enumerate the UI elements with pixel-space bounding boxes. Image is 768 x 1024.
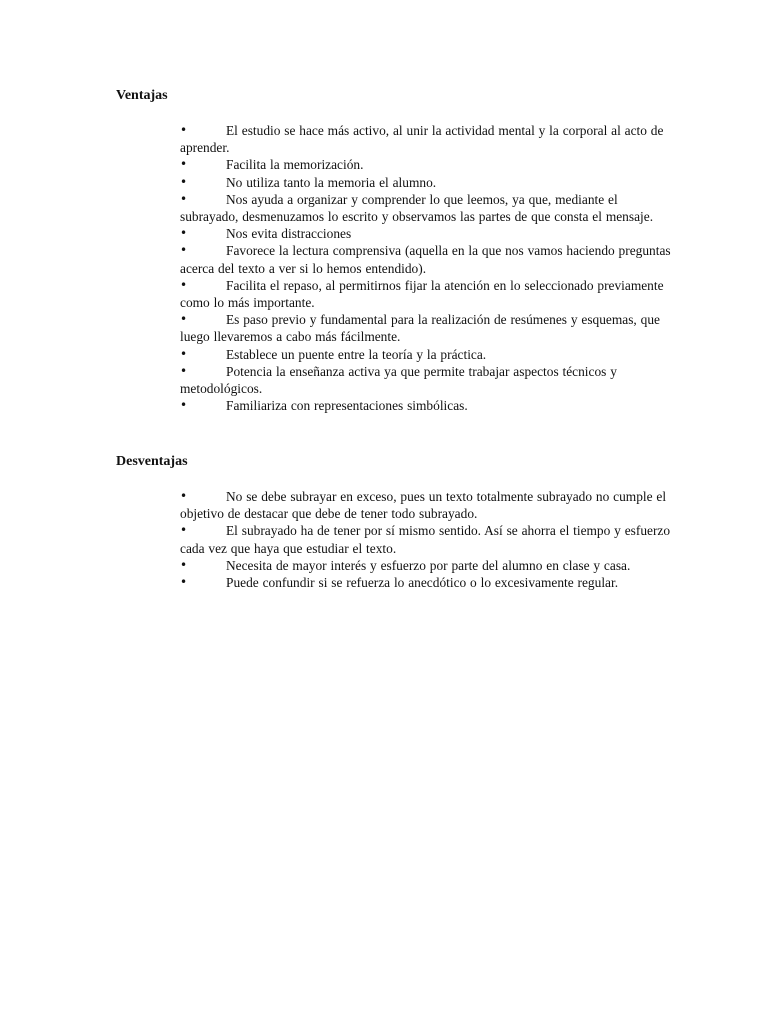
list-item-text: Nos evita distracciones [226,226,352,242]
list-item [180,156,676,173]
list-item-text: Facilita el repaso, al permitirnos fijar la atención en lo seleccionado previamente como lo más importante. [180,277,664,311]
list-item [180,242,676,276]
bullet-icon: • [180,398,188,413]
list-item [180,225,676,242]
desventajas-list [180,488,676,591]
list-item-text: Puede confundir si se refuerza lo anecdótico o lo excesivamente regular. [226,575,619,591]
list-item-text: Nos ayuda a organizar y comprender lo que leemos, ya que, mediante el subrayado, desmenuzamos lo escrito y observamos las partes de que consta el mensaje. [180,191,654,225]
bullet-icon: • [180,157,188,172]
bullet-icon: • [180,191,188,206]
ventajas-list [180,122,676,414]
list-item [180,346,676,363]
bullet-icon: • [180,226,188,241]
bullet-icon: • [180,575,188,590]
list-item [180,174,676,191]
list-item [180,191,676,225]
list-item-text: No se debe subrayar en exceso, pues un texto totalmente subrayado no cumple el objetivo de destacar que debe de tener todo subrayado. [180,489,667,522]
bullet-icon: • [180,363,188,378]
bullet-icon: • [180,346,188,361]
ventajas-heading: Ventajas [116,88,168,103]
list-item-text: Es paso previo y fundamental para la realización de resúmenes y esquemas, que luego llevaremos a cabo más fácilmente. [180,312,660,345]
list-item-text: Favorece la lectura comprensiva (aquella en la que nos vamos haciendo preguntas acerca del texto a ver si lo hemos entendido). [180,243,671,276]
list-item [180,311,676,345]
list-item [180,488,676,522]
list-item-text: Necesita de mayor interés y esfuerzo por parte del alumno en clase y casa. [226,557,631,573]
list-item-text: Facilita la memorización. [226,157,364,173]
list-item [180,277,676,311]
list-item-text: Familiariza con representaciones simbólicas. [226,398,468,414]
list-item [180,397,676,414]
list-item [180,363,676,397]
bullet-icon: • [180,123,188,137]
list-item-text: El subrayado ha de tener por sí mismo sentido. Así se ahorra el tiempo y esfuerzo cada vez que haya que estudiar el texto. [180,523,671,556]
list-item [180,574,676,591]
list-item-text: El estudio se hace más activo, al unir la actividad mental y la corporal al acto de aprender. [180,123,664,156]
bullet-icon: • [180,174,188,189]
list-item-text: Potencia la enseñanza activa ya que permite trabajar aspectos técnicos y metodológicos. [180,363,617,397]
bullet-icon: • [180,523,188,538]
list-item-text: Establece un puente entre la teoría y la práctica. [226,346,487,362]
bullet-icon: • [180,557,188,572]
list-item-text: No utiliza tanto la memoria el alumno. [226,174,437,190]
desventajas-heading: Desventajas [116,454,188,469]
bullet-icon: • [180,489,188,503]
list-item [180,522,676,556]
bullet-icon: • [180,312,188,327]
list-item [180,122,676,156]
bullet-icon: • [180,277,188,292]
bullet-icon: • [180,243,188,258]
list-item [180,557,676,574]
